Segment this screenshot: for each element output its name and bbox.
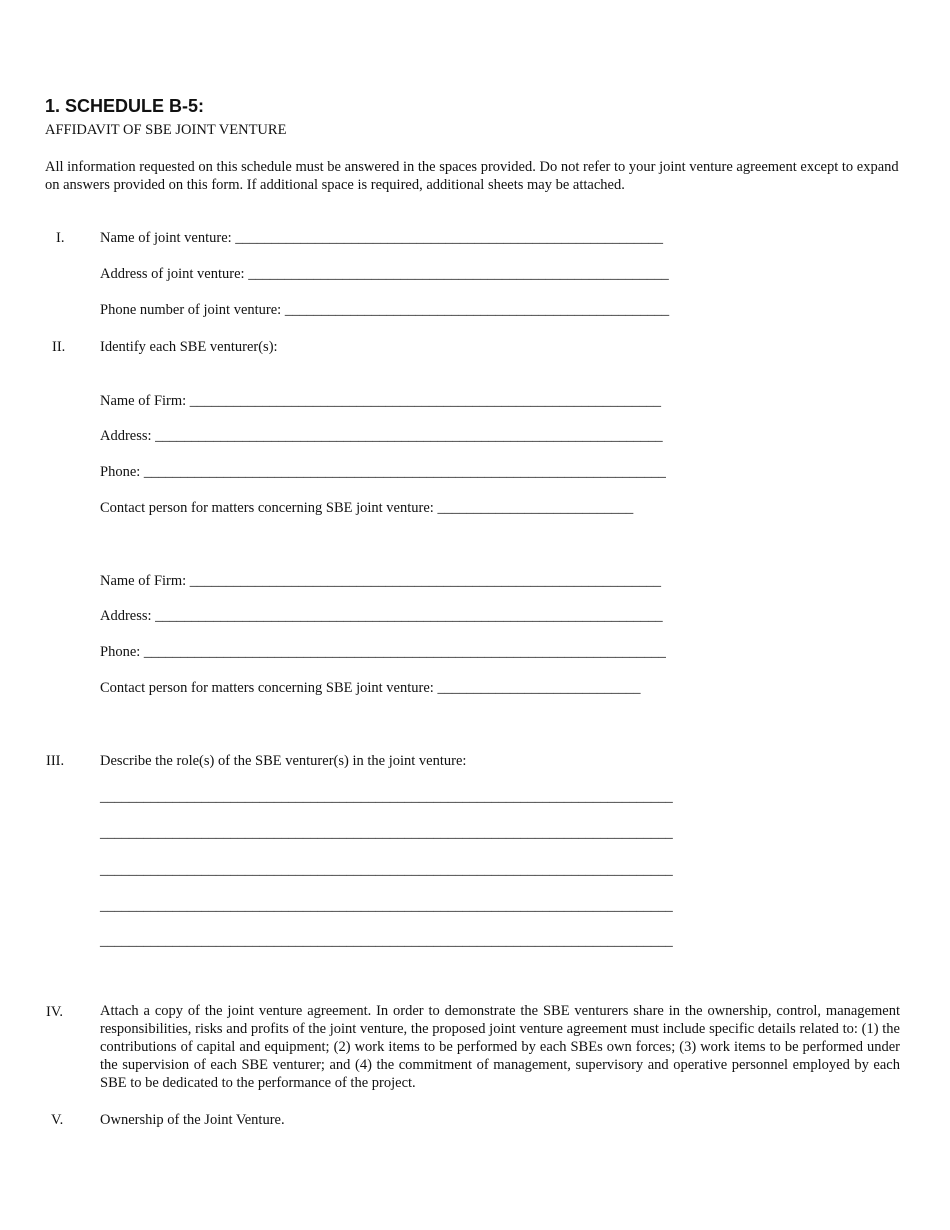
firm2-phone-field[interactable]: Phone: ________________________________________________________________________ [100, 644, 666, 660]
firm1-phone-field[interactable]: Phone: ________________________________________________________________________ [100, 464, 666, 480]
jv-name-field[interactable]: Name of joint venture: ___________________________________________________________ [100, 230, 664, 246]
role-description-line[interactable]: _______________________________________________________________________________ [100, 789, 673, 805]
section-iv-paragraph: Attach a copy of the joint venture agreement. In order to demonstrate the SBE venturers share in the ownership, control, management responsibilities, risks and profits of the joint venture, the proposed joint venture agreement must include specific details related to: (1) the contributions of capital and equipment; (2) work items to be performed by each SBEs own forces; (3) work items to be performed under the supervision of each SBE venturer; and (4) the commitment of management, supervisory and operative personnel employed by each SBE to be dedicated to the performance of the project. [100, 1003, 900, 1091]
instructions-paragraph: All information requested on this schedule must be answered in the spaces provided. Do not refer to your joint venture agreement except to expand on answers provided on this form. If additional space is required, additional sheets may be attached. [45, 159, 899, 193]
firm1-address-field[interactable]: Address: ______________________________________________________________________ [100, 428, 663, 444]
firm1-name-field[interactable]: Name of Firm: _________________________________________________________________ [100, 393, 662, 409]
section-v-numeral: V. [51, 1112, 64, 1128]
firm2-contact-field[interactable]: Contact person for matters concerning SBE joint venture: ____________________________ [100, 680, 641, 696]
section-iv-numeral: IV. [46, 1004, 64, 1020]
section-iii-heading: Describe the role(s) of the SBE venturer(s) in the joint venture: [100, 753, 467, 769]
section-iii-numeral: III. [46, 753, 65, 769]
section-v-heading: Ownership of the Joint Venture. [100, 1112, 285, 1128]
role-description-line[interactable]: _______________________________________________________________________________ [100, 898, 673, 914]
schedule-title: 1. SCHEDULE B-5: [45, 96, 205, 116]
jv-address-field[interactable]: Address of joint venture: __________________________________________________________ [100, 266, 669, 282]
section-i-numeral: I. [56, 230, 65, 246]
section-ii-numeral: II. [52, 339, 66, 355]
section-ii-heading: Identify each SBE venturer(s): [100, 339, 278, 355]
role-description-line[interactable]: _______________________________________________________________________________ [100, 825, 673, 841]
jv-phone-field[interactable]: Phone number of joint venture: _____________________________________________________ [100, 302, 670, 318]
role-description-line[interactable]: _______________________________________________________________________________ [100, 862, 673, 878]
role-description-line[interactable]: _______________________________________________________________________________ [100, 933, 673, 949]
firm2-address-field[interactable]: Address: ______________________________________________________________________ [100, 608, 663, 624]
firm2-name-field[interactable]: Name of Firm: _________________________________________________________________ [100, 573, 662, 589]
form-subtitle: AFFIDAVIT OF SBE JOINT VENTURE [45, 122, 287, 138]
firm1-contact-field[interactable]: Contact person for matters concerning SBE joint venture: ___________________________ [100, 500, 634, 516]
